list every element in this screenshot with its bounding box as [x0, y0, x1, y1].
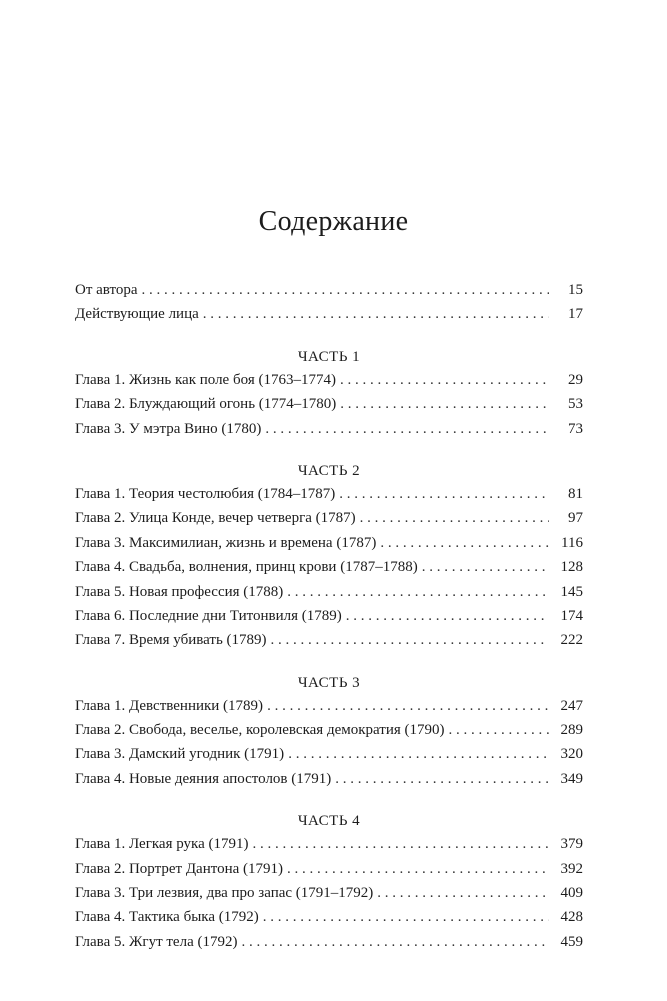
toc-entry-page: 17 — [568, 306, 583, 323]
toc-entry-title: Глава 1. Теория честолюбия (1784–1787) — [75, 485, 336, 502]
toc-entry-page: 97 — [568, 510, 583, 527]
toc-entry-page: 128 — [560, 559, 583, 576]
dot-leader — [253, 836, 550, 853]
toc-entry-title: Действующие лица — [75, 306, 199, 323]
dot-leader — [422, 559, 549, 576]
dot-leader — [265, 421, 549, 438]
toc-entry-title: Глава 7. Время убивать (1789) — [75, 632, 267, 649]
part-heading: ЧАСТЬ 3 — [297, 674, 361, 691]
toc-entry[interactable] — [75, 861, 583, 885]
toc-entry-page: 409 — [560, 885, 583, 902]
dot-leader — [287, 861, 549, 878]
toc-entry-page: 29 — [568, 371, 583, 388]
toc-entry-page: 73 — [568, 420, 583, 437]
toc-entry-page: 379 — [560, 836, 583, 853]
dot-leader — [346, 608, 549, 625]
toc-entry-page: 392 — [560, 860, 583, 877]
toc-entry-title: Глава 3. У мэтра Вино (1780) — [75, 420, 262, 437]
toc-entry-page: 53 — [568, 396, 583, 413]
toc-entry-page: 320 — [560, 746, 583, 763]
dot-leader — [287, 584, 549, 601]
dot-leader — [288, 746, 549, 763]
toc-entry-title: Глава 2. Свобода, веселье, королевская демократия (1790) — [75, 722, 445, 739]
toc-entry-page: 222 — [560, 632, 583, 649]
dot-leader — [340, 396, 549, 413]
dot-leader — [449, 722, 549, 739]
toc-entry[interactable] — [75, 584, 583, 608]
table-of-contents — [75, 282, 583, 958]
part-heading: ЧАСТЬ 1 — [297, 348, 361, 365]
toc-entry-title: Глава 6. Последние дни Титонвиля (1789) — [75, 607, 342, 624]
toc-entry[interactable] — [75, 559, 583, 583]
toc-entry[interactable] — [75, 608, 583, 632]
toc-entry[interactable] — [75, 396, 583, 420]
toc-entry[interactable] — [75, 722, 583, 746]
toc-entry[interactable] — [75, 510, 583, 534]
toc-entry-page: 289 — [560, 722, 583, 739]
toc-entry[interactable] — [75, 421, 583, 445]
toc-entry[interactable] — [75, 306, 583, 330]
toc-entry-page: 145 — [560, 583, 583, 600]
toc-entry[interactable] — [75, 885, 583, 909]
toc-entry[interactable] — [75, 934, 583, 958]
toc-entry-title: Глава 1. Жизнь как поле боя (1763–1774) — [75, 371, 336, 388]
toc-entry-title: Глава 2. Портрет Дантона (1791) — [75, 860, 284, 877]
dot-leader — [203, 306, 549, 323]
toc-entry-title: Глава 2. Блуждающий огонь (1774–1780) — [75, 396, 337, 413]
toc-entry-page: 81 — [568, 485, 583, 502]
toc-entry-title: Глава 3. Три лезвия, два про запас (1791–1792) — [75, 885, 374, 902]
toc-entry-title: Глава 4. Свадьба, волнения, принц крови (1787–1788) — [75, 559, 418, 576]
toc-entry-title: Глава 4. Тактика быка (1792) — [75, 909, 259, 926]
toc-entry-page: 116 — [561, 534, 583, 551]
toc-entry-title: Глава 3. Дамский угодник (1791) — [75, 746, 285, 763]
toc-entry-page: 349 — [560, 770, 583, 787]
toc-entry[interactable] — [75, 282, 583, 306]
toc-entry[interactable] — [75, 836, 583, 860]
dot-leader — [360, 510, 549, 527]
toc-entry-title: Глава 4. Новые деяния апостолов (1791) — [75, 770, 332, 787]
toc-entry-page: 247 — [560, 697, 583, 714]
dot-leader — [340, 372, 549, 389]
toc-entry[interactable] — [75, 535, 583, 559]
dot-leader — [142, 282, 549, 299]
dot-leader — [267, 698, 549, 715]
toc-entry-title: От автора — [75, 282, 138, 298]
dot-leader — [380, 535, 549, 552]
dot-leader — [339, 486, 549, 503]
toc-entry[interactable] — [75, 771, 583, 795]
toc-entry-page: 174 — [560, 607, 583, 624]
dot-leader — [335, 771, 549, 788]
toc-entry[interactable] — [75, 632, 583, 656]
dot-leader — [271, 632, 549, 649]
page-title: Содержание — [258, 206, 409, 237]
toc-entry[interactable] — [75, 746, 583, 770]
toc-entry[interactable] — [75, 698, 583, 722]
toc-entry-title: Глава 5. Новая профессия (1788) — [75, 583, 284, 600]
toc-entry-page: 428 — [560, 909, 583, 926]
toc-entry-title: Глава 2. Улица Конде, вечер четверга (1787) — [75, 510, 356, 527]
toc-entry-title: Глава 5. Жгут тела (1792) — [75, 933, 238, 950]
toc-entry[interactable] — [75, 486, 583, 510]
toc-entry-page: 459 — [560, 933, 583, 950]
dot-leader — [377, 885, 549, 902]
toc-entry[interactable] — [75, 909, 583, 933]
toc-entry-title: Глава 3. Максимилиан, жизнь и времена (1787) — [75, 534, 377, 551]
part-heading: ЧАСТЬ 4 — [297, 813, 361, 830]
toc-entry[interactable] — [75, 372, 583, 396]
dot-leader — [241, 934, 549, 951]
toc-entry-page: 15 — [568, 282, 583, 298]
toc-entry-title: Глава 1. Девственники (1789) — [75, 697, 264, 714]
dot-leader — [263, 909, 549, 926]
part-heading: ЧАСТЬ 2 — [297, 462, 361, 479]
toc-entry-title: Глава 1. Легкая рука (1791) — [75, 836, 249, 853]
